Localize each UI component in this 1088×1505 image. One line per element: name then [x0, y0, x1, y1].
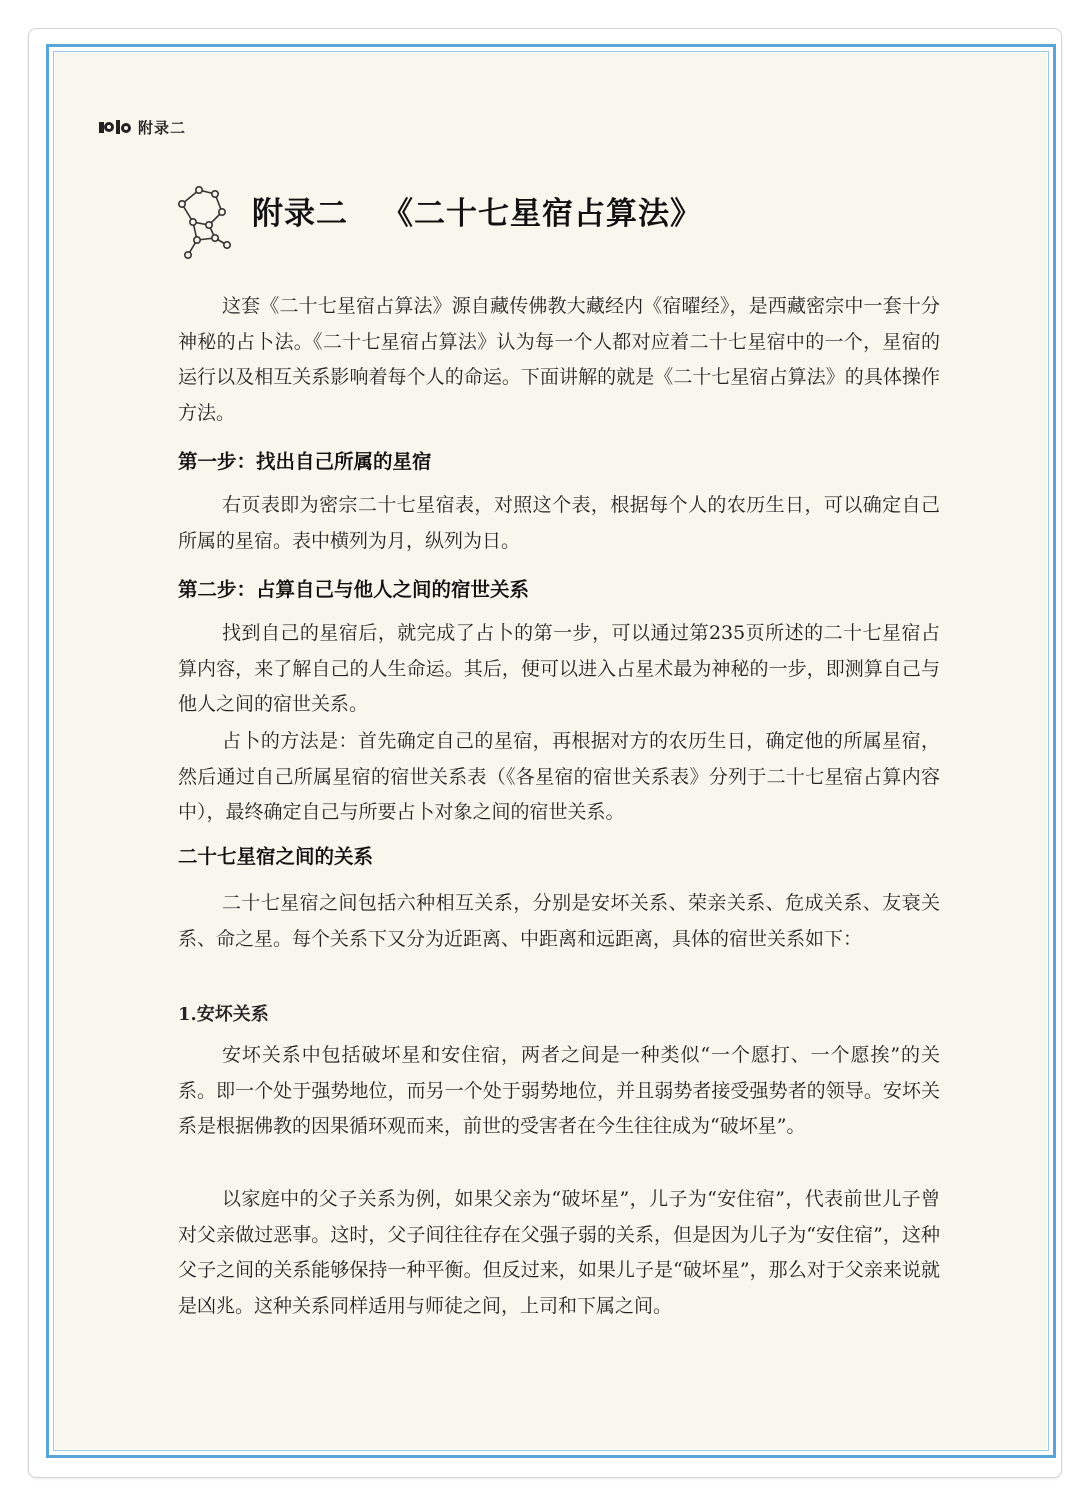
relations-paragraph: 二十七星宿之间包括六种相互关系，分别是安坏关系、荣亲关系、危成关系、友衰关系、命之星。每个关系下又分为近距离、中距离和远距离，具体的宿世关系如下： [178, 892, 940, 950]
section1-heading: 1.安坏关系 [178, 1004, 269, 1025]
step2-paragraph-2: 占卜的方法是：首先确定自己的星宿，再根据对方的农历生日，确定他的所属星宿，然后通过自己所属星宿的宿世关系表（《各星宿的宿世关系表》分列于二十七星宿占算内容中），最终确定自己与所要占卜对象之间的宿世关系。 [178, 730, 940, 823]
relations-heading: 二十七星宿之间的关系 [178, 845, 374, 868]
section1-paragraph-1: 安坏关系中包括破坏星和安住宿，两者之间是一种类似“一个愿打、一个愿挨”的关系。即一个处于强势地位，而另一个处于弱势地位，并且弱势者接受强势者的领导。安坏关系是根据佛教的因果循环观而来，前世的受害者在今生往往成为“破坏星”。 [178, 1044, 940, 1137]
page-title [252, 188, 702, 233]
running-header [98, 114, 186, 140]
title-part1: 附录二 [252, 196, 348, 232]
constellation-icon [176, 183, 238, 261]
step2-paragraph-1: 找到自己的星宿后，就完成了占卜的第一步，可以通过第235页所述的二十七星宿占算内容，来了解自己的人生命运。其后，便可以进入占星术最为神秘的一步，即测算自己与他人之间的宿世关系。 [178, 622, 940, 715]
step2-heading: 第二步：占算自己与他人之间的宿世关系 [178, 578, 530, 601]
running-header-text: 附录二 [138, 118, 187, 137]
book-logo-icon [98, 117, 132, 137]
section1-paragraph-2: 以家庭中的父子关系为例，如果父亲为“破坏星”，儿子为“安住宿”，代表前世儿子曾对父亲做过恶事。这时，父子间往往存在父强子弱的关系，但是因为儿子为“安住宿”，这种父子之间的关系能够保持一种平衡。但反过来，如果儿子是“破坏星”，那么对于父亲来说就是凶兆。这种关系同样适用与师徒之间，上司和下属之间。 [178, 1188, 940, 1317]
intro-paragraph: 这套《二十七星宿占算法》源自藏传佛教大藏经内《宿曜经》，是西藏密宗中一套十分神秘的占卜法。《二十七星宿占算法》认为每一个人都对应着二十七星宿中的一个，星宿的运行以及相互关系影响着每个人的命运。下面讲解的就是《二十七星宿占算法》的具体操作方法。 [178, 295, 940, 424]
title-part2: 《二十七星宿占算法》 [382, 196, 702, 232]
step1-heading: 第一步：找出自己所属的星宿 [178, 450, 432, 473]
step1-paragraph: 右页表即为密宗二十七星宿表，对照这个表，根据每个人的农历生日，可以确定自己所属的星宿。表中横列为月，纵列为日。 [178, 494, 940, 552]
